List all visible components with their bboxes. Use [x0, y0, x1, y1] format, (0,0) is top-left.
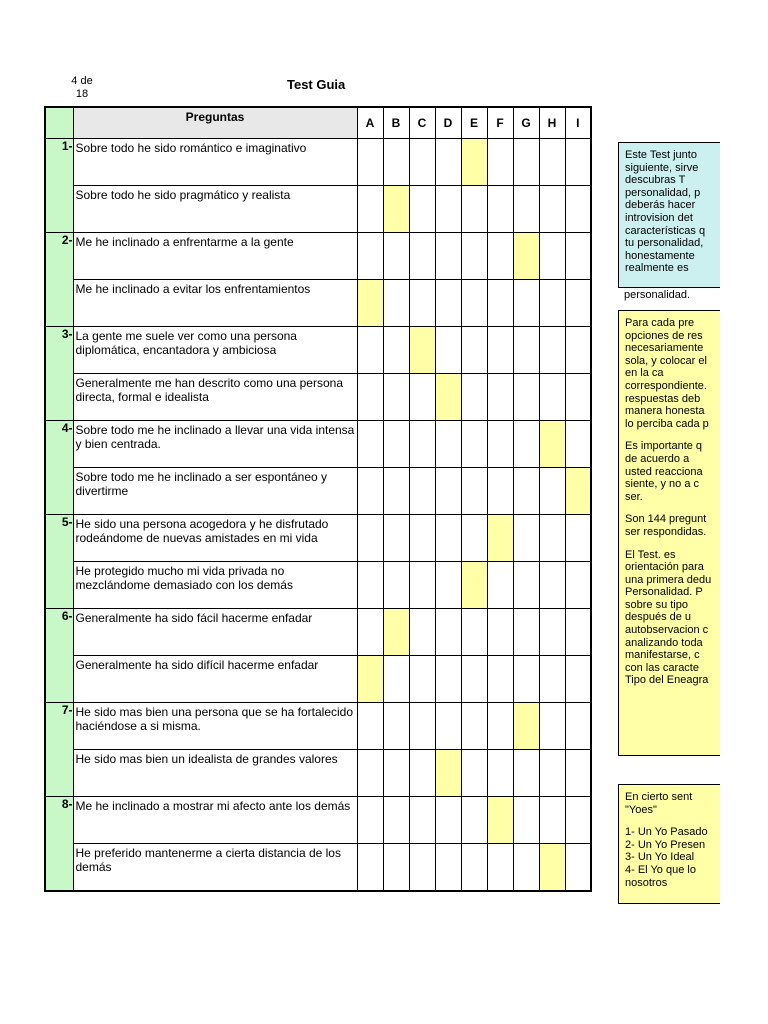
- answer-cell-f[interactable]: [487, 327, 513, 374]
- instruction-line: sobre su tipo: [625, 598, 688, 611]
- answer-cell-d-marked[interactable]: [435, 374, 461, 421]
- answer-cell-i[interactable]: [565, 186, 591, 233]
- instruction-line: usted reacciona: [625, 465, 703, 478]
- table-row: [45, 233, 591, 280]
- instruction-line: analizando toda: [625, 636, 703, 649]
- answer-cell-e[interactable]: [461, 797, 487, 844]
- answer-cell-a[interactable]: [357, 421, 383, 468]
- instruction-paragraph: [625, 549, 727, 688]
- instruction-line: Es importante q: [625, 440, 703, 453]
- answer-cell-h[interactable]: [539, 139, 565, 186]
- answer-cell-e[interactable]: [461, 515, 487, 562]
- question-number: 7-: [45, 703, 73, 750]
- instruction-line: realmente es: [625, 262, 689, 275]
- answer-cell-h[interactable]: [539, 468, 565, 515]
- answer-cell-c[interactable]: [409, 374, 435, 421]
- answer-cell-b[interactable]: [383, 421, 409, 468]
- question-number: 1-: [45, 139, 73, 186]
- question-option-text: He preferido mantenerme a cierta distancia de los demás: [73, 844, 357, 891]
- question-number: 4-: [45, 421, 73, 468]
- question-option-text: Sobre todo me he inclinado a llevar una vida intensa y bien centrada.: [73, 421, 357, 468]
- answer-cell-a[interactable]: [357, 139, 383, 186]
- answer-cell-f[interactable]: [487, 750, 513, 797]
- answer-cell-g-marked[interactable]: [513, 233, 539, 280]
- answer-cell-h-marked[interactable]: [539, 421, 565, 468]
- answer-cell-f[interactable]: [487, 609, 513, 656]
- answer-cell-b-marked[interactable]: [383, 609, 409, 656]
- instruction-line: una primera dedu: [625, 573, 712, 586]
- answer-cell-d[interactable]: [435, 468, 461, 515]
- answer-cell-i[interactable]: [565, 233, 591, 280]
- instruction-paragraph: [625, 440, 727, 503]
- question-number-cell: [45, 844, 73, 891]
- answer-cell-b[interactable]: [383, 515, 409, 562]
- answer-cell-i[interactable]: [565, 515, 591, 562]
- answer-cell-h[interactable]: [539, 797, 565, 844]
- answer-cell-a[interactable]: [357, 750, 383, 797]
- answer-cell-g[interactable]: [513, 374, 539, 421]
- answer-cell-d[interactable]: [435, 562, 461, 609]
- answer-cell-f-marked[interactable]: [487, 797, 513, 844]
- table-row: [45, 139, 591, 186]
- question-option-text: Sobre todo me he inclinado a ser espontáneo y divertirme: [73, 468, 357, 515]
- answer-cell-h[interactable]: [539, 233, 565, 280]
- answer-cell-c[interactable]: [409, 703, 435, 750]
- question-number-cell: [45, 656, 73, 703]
- question-option-text: Me he inclinado a mostrar mi afecto ante los demás: [73, 797, 357, 844]
- table-row: [45, 656, 591, 703]
- answer-cell-i[interactable]: [565, 562, 591, 609]
- answer-cell-f[interactable]: [487, 374, 513, 421]
- table-row: [45, 280, 591, 327]
- instruction-line: autobservacion c: [625, 624, 709, 637]
- instruction-line: 2- Un Yo Presen: [625, 838, 706, 851]
- instruction-paragraph: [625, 826, 727, 889]
- answer-cell-f[interactable]: [487, 421, 513, 468]
- instruction-line: de acuerdo a: [625, 452, 690, 465]
- answer-cell-g[interactable]: [513, 421, 539, 468]
- answer-cell-b[interactable]: [383, 703, 409, 750]
- instruction-line: respuestas deb: [625, 392, 701, 405]
- answer-cell-f[interactable]: [487, 844, 513, 891]
- answer-cell-i[interactable]: [565, 280, 591, 327]
- answer-cell-a[interactable]: [357, 797, 383, 844]
- table-row: [45, 844, 591, 891]
- answer-cell-h[interactable]: [539, 750, 565, 797]
- instruction-paragraph: [625, 317, 727, 430]
- answer-cell-g[interactable]: [513, 139, 539, 186]
- answer-cell-b[interactable]: [383, 844, 409, 891]
- questions-table: [44, 106, 592, 892]
- table-row: [45, 797, 591, 844]
- answer-cell-g[interactable]: [513, 327, 539, 374]
- instruction-line: tu personalidad,: [625, 237, 704, 250]
- table-header-row: [45, 107, 591, 139]
- instruction-line: 4- El Yo que lo: [625, 863, 696, 876]
- answer-cell-f-marked[interactable]: [487, 515, 513, 562]
- answer-cell-b[interactable]: [383, 233, 409, 280]
- answer-cell-f[interactable]: [487, 280, 513, 327]
- table-row: [45, 327, 591, 374]
- answer-cell-d-marked[interactable]: [435, 750, 461, 797]
- answer-cell-g[interactable]: [513, 797, 539, 844]
- answer-cell-d[interactable]: [435, 703, 461, 750]
- instruction-line: introvision det: [625, 211, 693, 224]
- answer-cell-g[interactable]: [513, 468, 539, 515]
- instruction-paragraph: [625, 791, 727, 816]
- answer-cell-e[interactable]: [461, 468, 487, 515]
- answer-cell-f[interactable]: [487, 139, 513, 186]
- answer-cell-a[interactable]: [357, 186, 383, 233]
- answer-cell-e[interactable]: [461, 280, 487, 327]
- answer-cell-a[interactable]: [357, 703, 383, 750]
- answer-cell-b[interactable]: [383, 139, 409, 186]
- document-title: Test Guia: [287, 77, 346, 92]
- answer-cell-h[interactable]: [539, 562, 565, 609]
- answer-cell-e[interactable]: [461, 233, 487, 280]
- instruction-line: correspondiente.: [625, 379, 707, 392]
- answer-cell-c[interactable]: [409, 233, 435, 280]
- answer-cell-g[interactable]: [513, 656, 539, 703]
- page-number-line2: 18: [75, 88, 89, 100]
- answer-cell-e[interactable]: [461, 750, 487, 797]
- answer-cell-c[interactable]: [409, 515, 435, 562]
- answer-cell-i[interactable]: [565, 656, 591, 703]
- header-letter-f: F: [487, 107, 513, 139]
- answer-cell-c[interactable]: [409, 562, 435, 609]
- instructions-box-yoes: [618, 784, 728, 904]
- answer-cell-a[interactable]: [357, 374, 383, 421]
- instruction-line: con las caracte: [625, 661, 699, 674]
- answer-cell-d[interactable]: [435, 515, 461, 562]
- answer-cell-d[interactable]: [435, 186, 461, 233]
- table-row: [45, 421, 591, 468]
- answer-cell-a[interactable]: [357, 515, 383, 562]
- intro-box-tail: personalidad.: [624, 289, 691, 301]
- answer-cell-h[interactable]: [539, 515, 565, 562]
- answer-cell-f[interactable]: [487, 186, 513, 233]
- header-letter-e: E: [461, 107, 487, 139]
- question-number-cell: [45, 374, 73, 421]
- instruction-line: 1- Un Yo Pasado: [625, 826, 708, 839]
- answer-cell-i-marked[interactable]: [565, 468, 591, 515]
- instruction-line: ser respondidas.: [625, 525, 707, 538]
- answer-cell-e[interactable]: [461, 374, 487, 421]
- answer-cell-h-marked[interactable]: [539, 844, 565, 891]
- answer-cell-h[interactable]: [539, 609, 565, 656]
- instruction-line: honestamente: [625, 249, 695, 262]
- answer-cell-f[interactable]: [487, 233, 513, 280]
- answer-cell-e-marked[interactable]: [461, 562, 487, 609]
- table-row: [45, 703, 591, 750]
- answer-cell-g[interactable]: [513, 562, 539, 609]
- instruction-line: nosotros: [625, 876, 668, 889]
- answer-cell-f[interactable]: [487, 562, 513, 609]
- answer-cell-h[interactable]: [539, 703, 565, 750]
- answer-cell-h[interactable]: [539, 656, 565, 703]
- answer-cell-f[interactable]: [487, 468, 513, 515]
- instruction-line: ser.: [625, 490, 643, 503]
- instructions-box-answers: [618, 310, 728, 756]
- answer-cell-i[interactable]: [565, 139, 591, 186]
- answer-cell-f[interactable]: [487, 656, 513, 703]
- answer-cell-c[interactable]: [409, 280, 435, 327]
- answer-cell-c[interactable]: [409, 139, 435, 186]
- instructions-box-intro: [618, 142, 728, 288]
- answer-cell-e[interactable]: [461, 609, 487, 656]
- instruction-line: después de u: [625, 611, 692, 624]
- answer-cell-i[interactable]: [565, 327, 591, 374]
- instruction-line: siguiente, sirve: [625, 161, 699, 174]
- instruction-line: "Yoes": [625, 803, 657, 816]
- answer-cell-i[interactable]: [565, 374, 591, 421]
- answer-cell-g[interactable]: [513, 609, 539, 656]
- answer-cell-e[interactable]: [461, 327, 487, 374]
- answer-cell-b-marked[interactable]: [383, 186, 409, 233]
- answer-cell-i[interactable]: [565, 797, 591, 844]
- answer-cell-a-marked[interactable]: [357, 656, 383, 703]
- answer-cell-b[interactable]: [383, 750, 409, 797]
- answer-cell-e-marked[interactable]: [461, 139, 487, 186]
- page-number-line1: 4 de: [71, 75, 93, 87]
- answer-cell-d[interactable]: [435, 327, 461, 374]
- answer-cell-c[interactable]: [409, 186, 435, 233]
- answer-cell-f[interactable]: [487, 703, 513, 750]
- answer-cell-a[interactable]: [357, 233, 383, 280]
- table-row: [45, 186, 591, 233]
- instruction-line: personalidad, p: [625, 186, 701, 199]
- answer-cell-i[interactable]: [565, 609, 591, 656]
- instruction-line: sola, y colocar el: [625, 354, 707, 367]
- page-number: [62, 75, 102, 101]
- instruction-line: orientación para: [625, 561, 704, 574]
- answer-cell-c-marked[interactable]: [409, 327, 435, 374]
- answer-cell-c[interactable]: [409, 656, 435, 703]
- page-right-margin: [720, 0, 768, 1024]
- answer-cell-a[interactable]: [357, 562, 383, 609]
- answer-cell-a[interactable]: [357, 327, 383, 374]
- instruction-line: Tipo del Eneagra: [625, 674, 709, 687]
- question-option-text: Me he inclinado a evitar los enfrentamientos: [73, 280, 357, 327]
- question-option-text: He protegido mucho mi vida privada no mezclándome demasiado con los demás: [73, 562, 357, 609]
- answer-cell-g-marked[interactable]: [513, 703, 539, 750]
- answer-cell-c[interactable]: [409, 844, 435, 891]
- header-letter-c: C: [409, 107, 435, 139]
- answer-cell-i[interactable]: [565, 844, 591, 891]
- instruction-line: manifestarse, c: [625, 649, 700, 662]
- question-option-text: Sobre todo he sido romántico e imaginativo: [73, 139, 357, 186]
- question-option-text: He sido mas bien un idealista de grandes valores: [73, 750, 357, 797]
- answer-cell-e[interactable]: [461, 656, 487, 703]
- answer-cell-i[interactable]: [565, 421, 591, 468]
- answer-cell-b[interactable]: [383, 280, 409, 327]
- answer-cell-b[interactable]: [383, 327, 409, 374]
- answer-cell-b[interactable]: [383, 656, 409, 703]
- instruction-line: El Test. es: [625, 548, 676, 561]
- question-option-text: Generalmente ha sido difícil hacerme enfadar: [73, 656, 357, 703]
- question-number: 2-: [45, 233, 73, 280]
- answer-cell-g[interactable]: [513, 280, 539, 327]
- question-option-text: He sido una persona acogedora y he disfrutado rodeándome de nuevas amistades en mi vida: [73, 515, 357, 562]
- instruction-line: 3- Un Yo Ideal: [625, 851, 695, 864]
- question-number-cell: [45, 468, 73, 515]
- answer-cell-i[interactable]: [565, 703, 591, 750]
- table-row: [45, 562, 591, 609]
- instruction-line: deberás hacer: [625, 199, 696, 212]
- question-option-text: Generalmente ha sido fácil hacerme enfadar: [73, 609, 357, 656]
- answer-cell-g[interactable]: [513, 186, 539, 233]
- header-letter-d: D: [435, 107, 461, 139]
- answer-cell-d[interactable]: [435, 797, 461, 844]
- instruction-paragraph: [625, 149, 727, 275]
- table-row: [45, 750, 591, 797]
- answer-cell-h[interactable]: [539, 186, 565, 233]
- answer-cell-c[interactable]: [409, 468, 435, 515]
- answer-cell-d[interactable]: [435, 233, 461, 280]
- header-letter-h: H: [539, 107, 565, 139]
- header-letter-i: I: [565, 107, 591, 139]
- instruction-line: en la ca: [625, 367, 664, 380]
- instruction-line: necesariamente: [625, 342, 704, 355]
- question-number: 6-: [45, 609, 73, 656]
- header-questions: Preguntas: [73, 107, 357, 139]
- question-number: 5-: [45, 515, 73, 562]
- instruction-line: lo perciba cada p: [625, 417, 709, 430]
- answer-cell-h[interactable]: [539, 280, 565, 327]
- answer-cell-c[interactable]: [409, 609, 435, 656]
- answer-cell-d[interactable]: [435, 609, 461, 656]
- instruction-line: En cierto sent: [625, 791, 693, 803]
- answer-cell-d[interactable]: [435, 139, 461, 186]
- question-number-cell: [45, 186, 73, 233]
- instruction-line: Este Test junto: [625, 149, 697, 161]
- table-row: [45, 515, 591, 562]
- instruction-line: siente, y no a c: [625, 478, 699, 491]
- header-num-cell: [45, 107, 73, 139]
- answer-cell-c[interactable]: [409, 750, 435, 797]
- answer-cell-d[interactable]: [435, 656, 461, 703]
- answer-cell-g[interactable]: [513, 515, 539, 562]
- answer-cell-e[interactable]: [461, 703, 487, 750]
- table-row: [45, 374, 591, 421]
- question-option-text: Generalmente me han descrito como una persona directa, formal e idealista: [73, 374, 357, 421]
- question-number-cell: [45, 562, 73, 609]
- answer-cell-d[interactable]: [435, 421, 461, 468]
- table-row: [45, 468, 591, 515]
- answer-cell-d[interactable]: [435, 280, 461, 327]
- instruction-line: Personalidad. P: [625, 586, 703, 599]
- answer-cell-i[interactable]: [565, 750, 591, 797]
- instruction-line: opciones de res: [625, 329, 703, 342]
- answer-cell-c[interactable]: [409, 421, 435, 468]
- answer-cell-h[interactable]: [539, 374, 565, 421]
- instruction-paragraph: [625, 513, 727, 538]
- answer-cell-e[interactable]: [461, 421, 487, 468]
- question-option-text: Me he inclinado a enfrentarme a la gente: [73, 233, 357, 280]
- question-number: 8-: [45, 797, 73, 844]
- answer-cell-e[interactable]: [461, 844, 487, 891]
- answer-cell-e[interactable]: [461, 186, 487, 233]
- answer-cell-g[interactable]: [513, 750, 539, 797]
- question-option-text: La gente me suele ver como una persona diplomática, encantadora y ambiciosa: [73, 327, 357, 374]
- answer-cell-a[interactable]: [357, 609, 383, 656]
- answer-cell-a[interactable]: [357, 468, 383, 515]
- instruction-line: descubras T: [625, 174, 686, 187]
- answer-cell-d[interactable]: [435, 844, 461, 891]
- question-number-cell: [45, 280, 73, 327]
- header-letter-b: B: [383, 107, 409, 139]
- instruction-line: Para cada pre: [625, 317, 695, 329]
- instruction-line: características q: [625, 224, 706, 237]
- question-number-cell: [45, 750, 73, 797]
- answer-cell-c[interactable]: [409, 797, 435, 844]
- question-number: 3-: [45, 327, 73, 374]
- answer-cell-b[interactable]: [383, 374, 409, 421]
- table-row: [45, 609, 591, 656]
- instruction-line: Son 144 pregunt: [625, 513, 707, 526]
- answer-cell-a[interactable]: [357, 844, 383, 891]
- header-letter-a: A: [357, 107, 383, 139]
- answer-cell-a-marked[interactable]: [357, 280, 383, 327]
- answer-cell-b[interactable]: [383, 468, 409, 515]
- question-option-text: Sobre todo he sido pragmático y realista: [73, 186, 357, 233]
- question-option-text: He sido mas bien una persona que se ha fortalecido haciéndose a si misma.: [73, 703, 357, 750]
- instruction-line: manera honesta: [625, 405, 705, 418]
- answer-cell-b[interactable]: [383, 797, 409, 844]
- answer-cell-h[interactable]: [539, 327, 565, 374]
- answer-cell-g[interactable]: [513, 844, 539, 891]
- answer-cell-b[interactable]: [383, 562, 409, 609]
- header-letter-g: G: [513, 107, 539, 139]
